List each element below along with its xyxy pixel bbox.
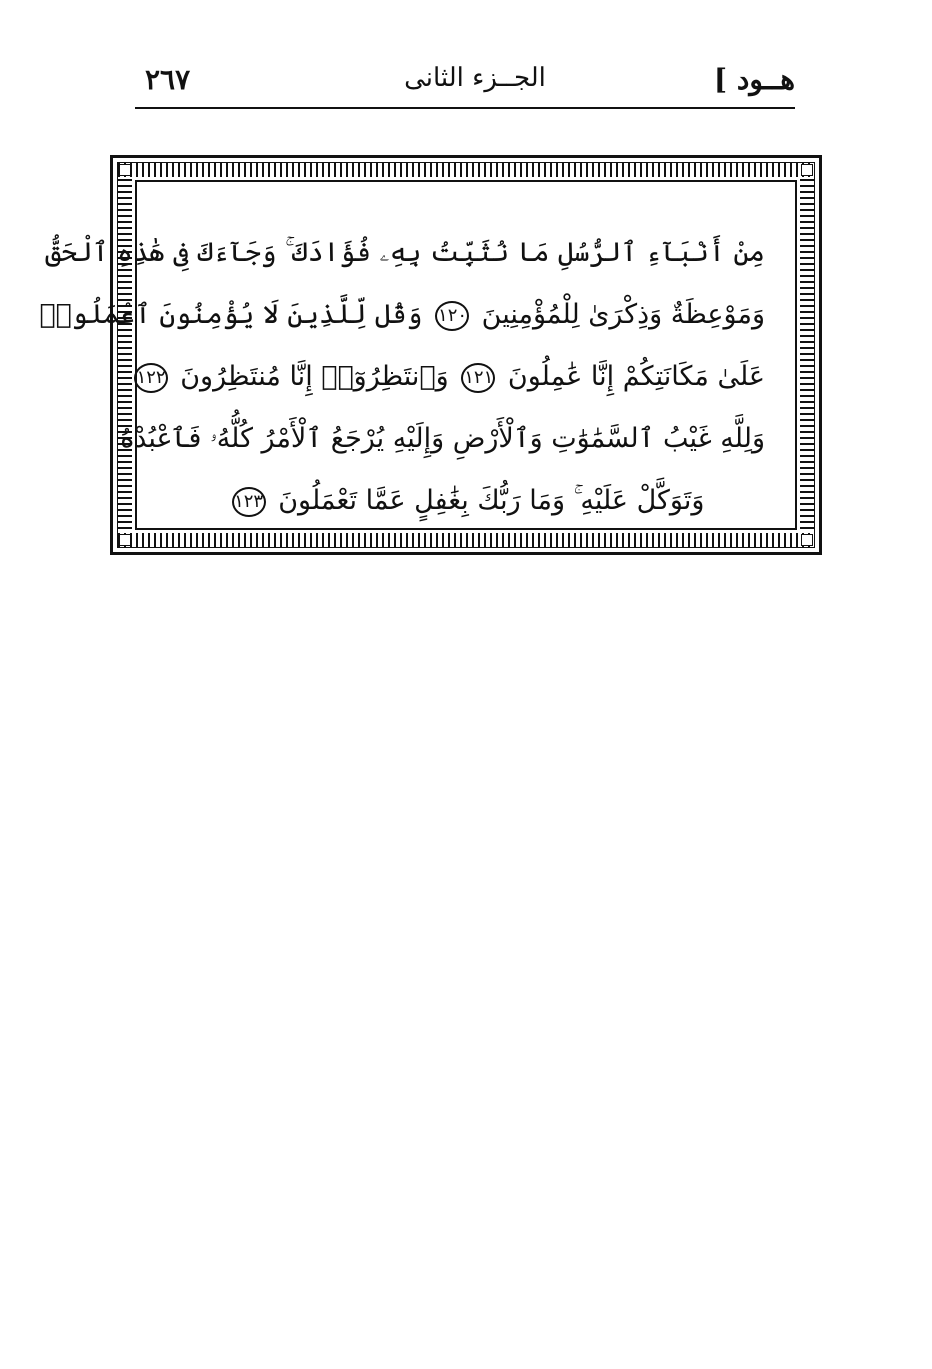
verse-text: وَٱنتَظِرُوٓا۟ إِنَّا مُنتَظِرُونَ bbox=[180, 361, 449, 392]
part-title: الجــزء الثانى bbox=[404, 63, 546, 93]
frame-corner-ornament bbox=[119, 164, 131, 176]
verse-line-2 bbox=[39, 284, 765, 346]
ayah-number-marker: ١٢٣ bbox=[232, 487, 266, 517]
verse-text: وَتَوَكَّلْ عَلَيْهِ ۚ وَمَا رَبُّكَ بِغَٰفِلٍ عَمَّا تَعْمَلُونَ bbox=[278, 485, 705, 516]
ayah-number-marker: ١٢٠ bbox=[435, 301, 469, 331]
header-rule bbox=[135, 107, 795, 109]
frame-corner-ornament bbox=[801, 534, 813, 546]
page-header bbox=[135, 55, 795, 107]
verse-text: وَقُل لِّلَّذِينَ لَا يُؤْمِنُونَ ٱعْمَلُوا۟ bbox=[39, 299, 423, 330]
verse-block bbox=[39, 222, 765, 532]
ayah-number-marker: ١٢٢ bbox=[134, 363, 168, 393]
frame-corner-ornament bbox=[801, 164, 813, 176]
surah-title: هــود ] bbox=[713, 63, 795, 96]
verse-text: عَلَىٰ مَكَانَتِكُمْ إِنَّا عَٰمِلُونَ bbox=[507, 361, 765, 392]
verse-line-5 bbox=[167, 470, 765, 532]
text-panel bbox=[39, 180, 797, 530]
verse-line-4 bbox=[120, 408, 765, 470]
page-number: ٢٦٧ bbox=[145, 63, 191, 96]
ornamental-frame bbox=[39, 155, 822, 555]
ayah-number-marker: ١٢١ bbox=[461, 363, 495, 393]
verse-text: مِنْ أَنْبَآءِ ٱلرُّسُلِ مَا نُثَبِّتُ بِهِۦ فُؤَادَكَ ۚ وَجَآءَكَ فِى هَٰذِهِ ٱلْحَقُّ bbox=[45, 237, 765, 268]
verse-line-3 bbox=[136, 346, 765, 408]
verse-text: وَلِلَّهِ غَيْبُ ٱلسَّمَٰوَٰتِ وَٱلْأَرْضِ وَإِلَيْهِ يُرْجَعُ ٱلْأَمْرُ كُلُّهُۥ فَٱعْبُدْهُ bbox=[120, 423, 765, 454]
verse-text: وَمَوْعِظَةٌ وَذِكْرَىٰ لِلْمُؤْمِنِينَ bbox=[481, 299, 765, 330]
frame-corner-ornament bbox=[119, 534, 131, 546]
verse-line-1 bbox=[45, 222, 765, 284]
